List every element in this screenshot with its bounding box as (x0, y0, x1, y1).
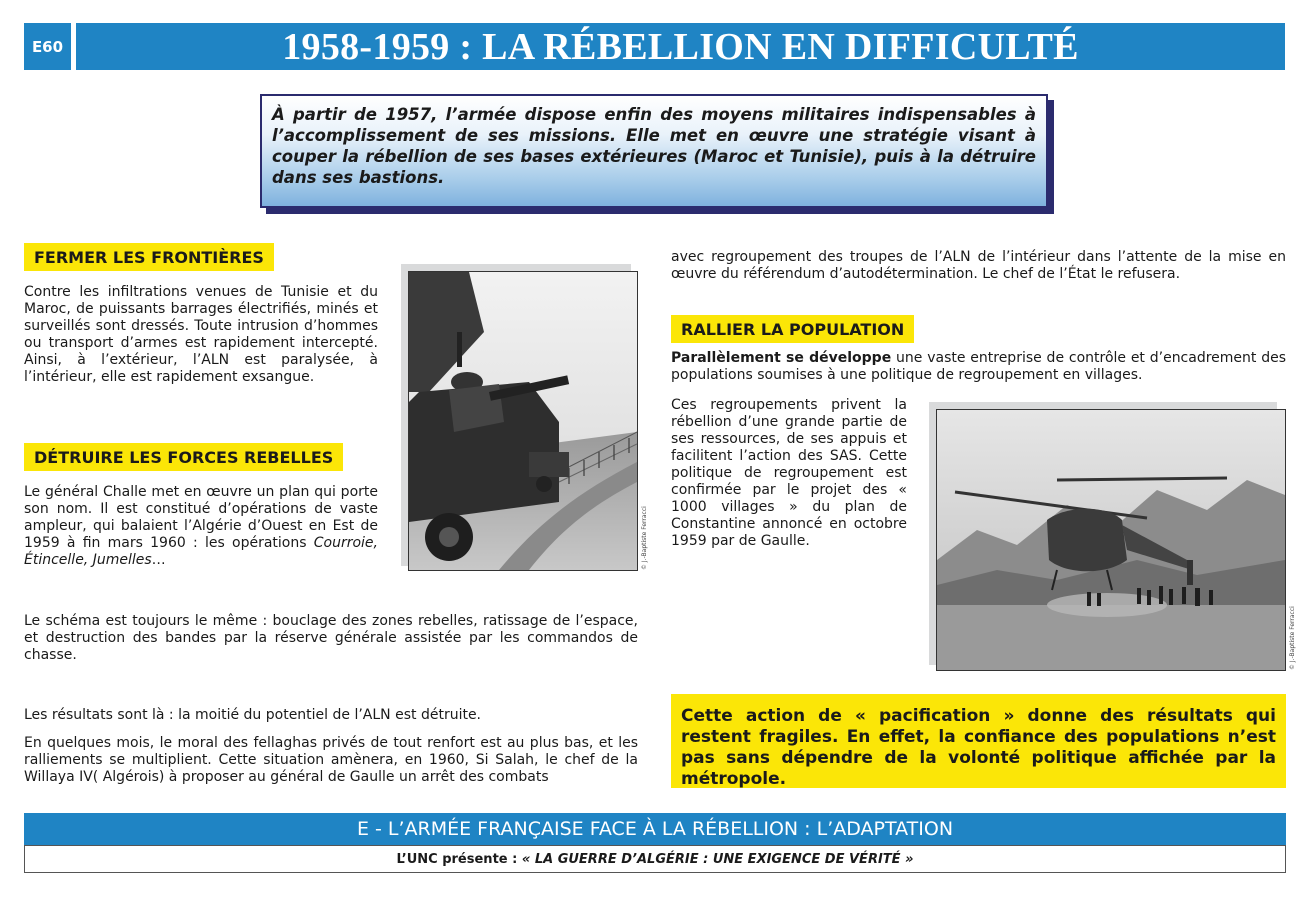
heading-fermer-frontieres: FERMER LES FRONTIÈRES (24, 243, 274, 271)
intro-text: À partir de 1957, l’armée dispose enfin des moyens militaires indispensables à l’accomplissement de ses missions. Elle met en œuvre une stratégie visant à couper la rébellion de ses bases extérieures (Maroc et Tunisie), puis à la détruire dans ses bastions. (272, 105, 1036, 187)
text-moral: En quelques mois, le moral des fellaghas privés de tout renfort est au plus bas, et les ralliements se multiplient. Cette situation amènera, en 1960, Si Salah, le chef de la Willaya IV( Algérois) à proposer au général de Gaulle un arrêt des combats (24, 735, 638, 785)
text-fermer-frontieres: Contre les infiltrations venues de Tunisie et du Maroc, de puissants barrages électrifiés, minés et surveillés sont dressés. Toute intrusion d’hommes ou transport d’armes est rapidement intercepté. Ainsi, à l’extérieur, l’ALN est paralysée, à l’intérieur, elle est rapidement exsangue. (24, 284, 378, 385)
jeep-soldier-image (409, 272, 637, 570)
text-schema: Le schéma est toujours le même : bouclage des zones rebelles, ratissage de l’espace, et destruction des bandes par la réserve générale assistée par les commandos de chasse. (24, 613, 638, 663)
jeep-photo-credit: © J.-Baptiste Ferracci (641, 506, 648, 570)
helicopter-image (937, 410, 1285, 670)
footer-series-title: « LA GUERRE D’ALGÉRIE : UNE EXIGENCE DE VÉRITÉ » (521, 851, 914, 867)
text-rallier-lead: Parallèlement se développe une vaste entreprise de contrôle et d’encadrement des populations soumises à une politique de regroupement en villages. (671, 350, 1287, 383)
conclusion-box (671, 694, 1286, 788)
operations-names: Courroie, Étincelle, Jumelles (24, 535, 378, 568)
heading-detruire-forces: DÉTRUIRE LES FORCES REBELLES (24, 443, 343, 471)
jeep-photo (408, 271, 638, 571)
intro-box (260, 94, 1048, 208)
page-title: 1958-1959 : LA RÉBELLION EN DIFFICULTÉ (76, 23, 1285, 70)
helicopter-photo (936, 409, 1286, 671)
panel-code: E60 (24, 23, 71, 70)
text-rallier-regroupements: Ces regroupements privent la rébellion d’une grande partie de ses ressources, de ses appuis et facilitent l’action des SAS. Cette politique de regroupement est confirmée par le projet des « 1000 villages » du plan de Constantine annoncé en octobre 1959 par de Gaulle. (671, 397, 907, 549)
text-detruire-forces: Le général Challe met en œuvre un plan qui porte son nom. Il est constitué d’opérations de vaste ampleur, qui balaient l’Algérie d’Ouest en Est de 1959 à fin mars 1960 : les opérations Courroie, Étincelle, Jumelles… (24, 484, 378, 568)
heading-rallier-population: RALLIER LA POPULATION (671, 315, 914, 343)
text-continuation: avec regroupement des troupes de l’ALN de l’intérieur dans l’attente de la mise en œuvre du référendum d’autodétermination. Le chef de l’État le refusera. (671, 249, 1286, 282)
footer-section-title: E - L’ARMÉE FRANÇAISE FACE À LA RÉBELLION : L’ADAPTATION (24, 813, 1286, 845)
helicopter-photo-credit: © J.-Baptiste Ferracci (1289, 606, 1296, 670)
conclusion-text: Cette action de « pacification » donne des résultats qui restent fragiles. En effet, la confiance des populations n’est pas sans dépendre de la volonté politique affichée par la métropole. (681, 706, 1276, 789)
text-resultats: Les résultats sont là : la moitié du potentiel de l’ALN est détruite. (24, 707, 482, 723)
footer-series (24, 845, 1286, 873)
footer-presenter: L’UNC présente : (396, 851, 522, 867)
